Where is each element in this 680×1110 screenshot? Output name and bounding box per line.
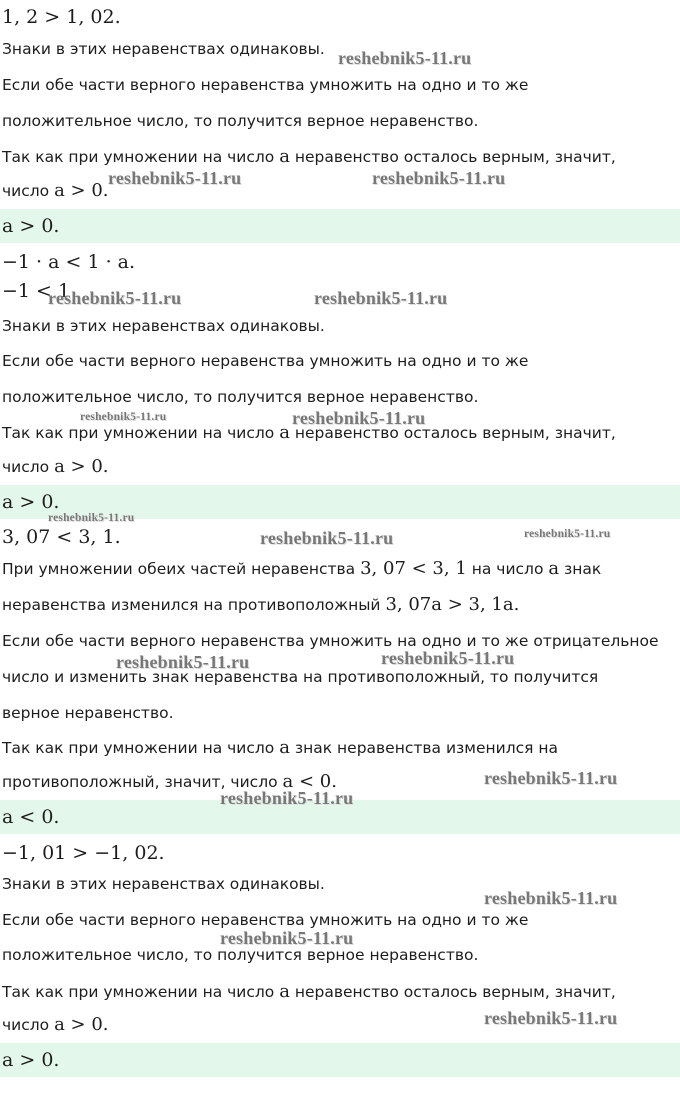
- signs-same-text-4: Знаки в этих неравенствах одинаковы.: [2, 875, 325, 893]
- rule-text-3b: число и изменить знак неравенства на противоположный, то получится: [2, 668, 599, 686]
- inequality-1: 1, 2 > 1, 02.: [2, 6, 121, 28]
- conclusion-text-2b: число a > 0.: [2, 456, 109, 477]
- conclusion-text-4b: число a > 0.: [2, 1014, 109, 1035]
- conclusion-text-4a: Так как при умножении на число a неравенство осталось верным, значит,: [2, 981, 616, 1002]
- watermark: reshebnik5-11.ru: [484, 768, 618, 788]
- signs-same-text-2: Знаки в этих неравенствах одинаковы.: [2, 317, 325, 335]
- watermark: reshebnik5-11.ru: [48, 512, 135, 524]
- watermark: reshebnik5-11.ru: [524, 528, 611, 540]
- answer-1: a > 0.: [2, 215, 60, 237]
- watermark: reshebnik5-11.ru: [220, 928, 354, 948]
- rule-text-4a: Если обе части верного неравенства умножить на одно и то же: [2, 911, 529, 929]
- rule-text-2b: положительное число, то получится верное неравенство.: [2, 388, 479, 406]
- watermark: reshebnik5-11.ru: [314, 288, 448, 308]
- rule-text-3a: Если обе части верного неравенства умножить на одно и то же отрицательное: [2, 632, 659, 650]
- watermark: reshebnik5-11.ru: [292, 408, 426, 428]
- watermark: reshebnik5-11.ru: [108, 168, 242, 188]
- watermark: reshebnik5-11.ru: [260, 528, 394, 548]
- answer-2: a > 0.: [2, 491, 60, 513]
- watermark: reshebnik5-11.ru: [338, 48, 472, 68]
- watermark: reshebnik5-11.ru: [220, 788, 354, 808]
- answer-box-4: [0, 1043, 680, 1077]
- conclusion-text-3a: Так как при умножении на число a знак неравенства изменился на: [2, 737, 559, 758]
- conclusion-text-1b: число a > 0.: [2, 180, 109, 201]
- watermark: reshebnik5-11.ru: [372, 168, 506, 188]
- inequality-2b: −1 < 1: [2, 280, 71, 302]
- signs-same-text-1: Знаки в этих неравенствах одинаковы.: [2, 40, 325, 58]
- inequality-4: −1, 01 > −1, 02.: [2, 842, 165, 864]
- watermark: reshebnik5-11.ru: [484, 1008, 618, 1028]
- rule-text-2a: Если обе части верного неравенства умножить на одно и то же: [2, 352, 529, 370]
- answer-4: a > 0.: [2, 1049, 60, 1071]
- conclusion-text-3b: противоположный, значит, число a < 0.: [2, 771, 337, 792]
- watermark: reshebnik5-11.ru: [48, 288, 182, 308]
- rule-text-1b: положительное число, то получится верное неравенство.: [2, 112, 479, 130]
- rule-text-3c: верное неравенство.: [2, 704, 174, 722]
- watermark: reshebnik5-11.ru: [80, 411, 167, 423]
- conclusion-text-2a: Так как при умножении на число a неравенство осталось верным, значит,: [2, 422, 616, 443]
- inequality-3: 3, 07 < 3, 1.: [2, 526, 121, 548]
- multiply-text-3b: неравенства изменился на противоположный 3, 07a > 3, 1a.: [2, 594, 520, 615]
- inequality-2: −1 · a < 1 · a.: [2, 251, 136, 273]
- rule-text-4b: положительное число, то получится верное неравенство.: [2, 946, 479, 964]
- conclusion-text-1a: Так как при умножении на число a неравенство осталось верным, значит,: [2, 146, 616, 167]
- answer-3: a < 0.: [2, 806, 60, 828]
- rule-text-1a: Если обе части верного неравенства умножить на одно и то же: [2, 76, 529, 94]
- multiply-text-3a: При умножении обеих частей неравенства 3, 07 < 3, 1 на число a знак: [2, 558, 602, 579]
- watermark: reshebnik5-11.ru: [381, 648, 515, 668]
- answer-box-1: [0, 209, 680, 243]
- watermark: reshebnik5-11.ru: [484, 888, 618, 908]
- watermark: reshebnik5-11.ru: [116, 652, 250, 672]
